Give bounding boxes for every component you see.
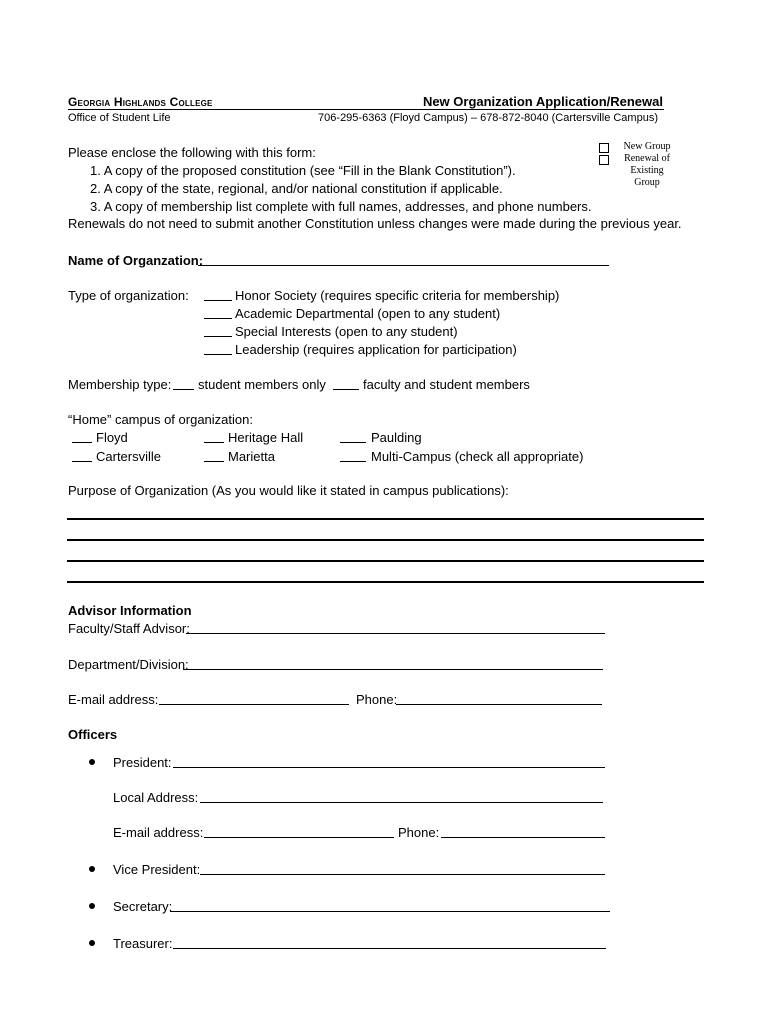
- college-name: Georgia Highlands College: [68, 95, 213, 109]
- paulding-blank[interactable]: [340, 430, 366, 443]
- officer-email-field[interactable]: [204, 825, 394, 838]
- purpose-line[interactable]: [67, 581, 704, 583]
- purpose-line[interactable]: [67, 539, 704, 541]
- campus-option: Marietta: [228, 449, 275, 464]
- header-divider: [68, 109, 664, 110]
- secretary-label: Secretary:: [113, 899, 173, 914]
- home-campus-label: “Home” campus of organization:: [68, 412, 253, 427]
- new-group-option[interactable]: [586, 141, 684, 153]
- bullet-icon: [89, 866, 95, 872]
- treasurer-label: Treasurer:: [113, 936, 173, 951]
- marietta-blank[interactable]: [204, 449, 224, 462]
- vice-president-field[interactable]: [200, 862, 605, 875]
- bullet-icon: [89, 940, 95, 946]
- membership-option: student members only: [198, 377, 326, 392]
- leadership-blank[interactable]: [204, 342, 232, 355]
- form-title: New Organization Application/Renewal: [422, 94, 663, 109]
- local-address-field[interactable]: [200, 790, 603, 803]
- president-field[interactable]: [173, 755, 605, 768]
- advisor-phone-field[interactable]: [396, 692, 602, 705]
- type-option: Academic Departmental (open to any student): [235, 306, 501, 321]
- department-field[interactable]: [183, 657, 603, 670]
- secretary-field[interactable]: [170, 899, 610, 912]
- campus-option: Floyd: [96, 430, 128, 445]
- instruction-item: 3. A copy of membership list complete with full names, addresses, and phone numbers.: [90, 199, 592, 214]
- purpose-line[interactable]: [67, 518, 704, 520]
- heritage-hall-blank[interactable]: [204, 430, 224, 443]
- officers-heading: Officers: [68, 727, 118, 742]
- group-status-box: [586, 141, 684, 197]
- academic-departmental-blank[interactable]: [204, 306, 232, 319]
- campus-option: Cartersville: [96, 449, 162, 464]
- faculty-student-blank[interactable]: [333, 377, 359, 390]
- advisor-label: Faculty/Staff Advisor:: [68, 621, 190, 636]
- instruction-item: 1. A copy of the proposed constitution (see “Fill in the Blank Constitution”).: [90, 163, 516, 178]
- purpose-line[interactable]: [67, 560, 704, 562]
- type-option: Honor Society (requires specific criteria for membership): [235, 288, 560, 303]
- organization-name-label: Name of Organzation:: [68, 253, 204, 268]
- type-option: Special Interests (open to any student): [235, 324, 458, 339]
- student-members-blank[interactable]: [173, 377, 194, 390]
- advisor-phone-label: Phone:: [356, 692, 398, 707]
- new-group-label: New Group: [623, 141, 671, 152]
- new-group-checkbox[interactable]: [599, 143, 609, 153]
- floyd-blank[interactable]: [72, 430, 92, 443]
- renewal-label: Renewal of Existing Group: [624, 153, 670, 188]
- advisor-email-label: E-mail address:: [68, 692, 159, 707]
- organization-type-label: Type of organization:: [68, 288, 189, 303]
- bullet-icon: [89, 903, 95, 909]
- special-interests-blank[interactable]: [204, 324, 232, 337]
- instructions-intro: Please enclose the following with this form:: [68, 145, 316, 160]
- campus-option: Paulding: [371, 430, 422, 445]
- renewal-option[interactable]: [586, 153, 684, 189]
- instruction-item: 2. A copy of the state, regional, and/or national constitution if applicable.: [90, 181, 503, 196]
- campus-option: Heritage Hall: [228, 430, 304, 445]
- president-label: President:: [113, 755, 172, 770]
- officer-phone-field[interactable]: [441, 825, 605, 838]
- officer-email-label: E-mail address:: [113, 825, 204, 840]
- officer-phone-label: Phone:: [398, 825, 440, 840]
- membership-type-label: Membership type:: [68, 377, 172, 392]
- department-label: Department/Division:: [68, 657, 189, 672]
- multi-campus-blank[interactable]: [340, 449, 366, 462]
- renewal-checkbox[interactable]: [599, 155, 609, 165]
- office-name: Office of Student Life: [68, 112, 171, 124]
- campus-option: Multi-Campus (check all appropriate): [371, 449, 584, 464]
- advisor-heading: Advisor Information: [68, 603, 192, 618]
- honor-society-blank[interactable]: [204, 288, 232, 301]
- vice-president-label: Vice President:: [113, 862, 201, 877]
- treasurer-field[interactable]: [173, 936, 606, 949]
- cartersville-blank[interactable]: [72, 449, 92, 462]
- type-option: Leadership (requires application for participation): [235, 342, 517, 357]
- local-address-label: Local Address:: [113, 790, 199, 805]
- bullet-icon: [89, 759, 95, 765]
- membership-option: faculty and student members: [363, 377, 530, 392]
- advisor-name-field[interactable]: [186, 621, 605, 634]
- organization-name-field[interactable]: [198, 253, 609, 266]
- purpose-label: Purpose of Organization (As you would like it stated in campus publications):: [68, 483, 509, 498]
- renewal-note: Renewals do not need to submit another Constitution unless changes were made during the previous year.: [68, 216, 682, 231]
- advisor-email-field[interactable]: [159, 692, 349, 705]
- campus-phones: 706-295-6363 (Floyd Campus) – 678-872-8040 (Cartersville Campus): [318, 112, 658, 124]
